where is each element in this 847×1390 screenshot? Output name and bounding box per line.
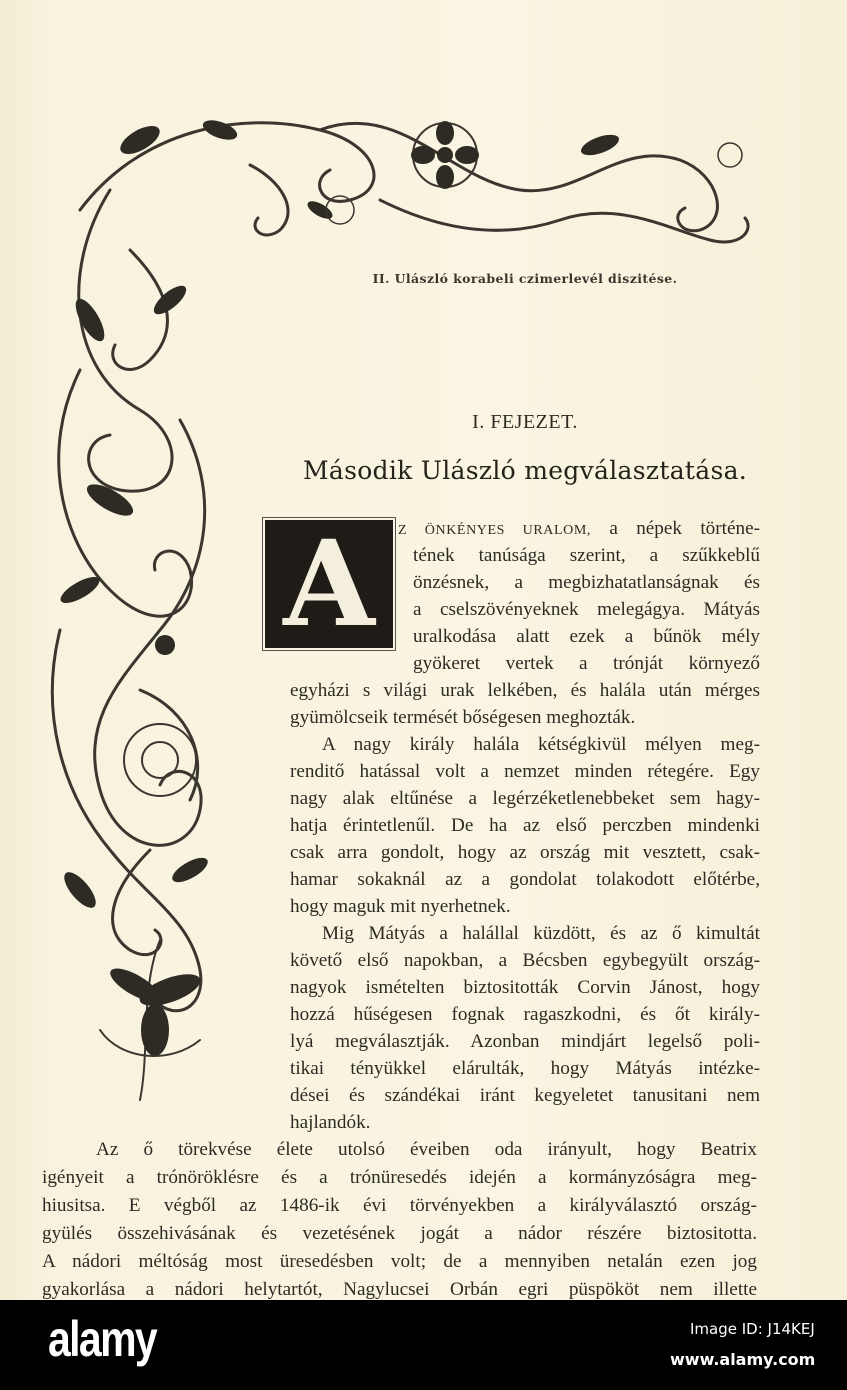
text-line: A nádori méltóság most üresedésben volt; de a mennyiben netalán ezen jog — [42, 1251, 757, 1272]
text-line: hiusitsa. E végből az 1486-ik évi törvényekben a királyválasztó ország- — [42, 1195, 757, 1216]
text-line: tének tanúsága szerint, a szűkkeblű — [413, 545, 760, 566]
text-line: hogy maguk mit nyerhetnek. — [290, 896, 511, 917]
text-line: a cselszövényeknek melegágya. Mátyás — [413, 599, 760, 620]
watermark-footer — [0, 1300, 847, 1390]
text-line: csak arra gondolt, hogy az ország mit vesztett, csak- — [290, 842, 760, 863]
text-span: a népek történe- — [591, 518, 760, 539]
text-line: lyá megválasztják. Azonban mindjárt legelső poli- — [290, 1031, 760, 1052]
image-id: Image ID: J14KEJ — [690, 1320, 815, 1338]
site-url: www.alamy.com — [670, 1350, 816, 1369]
text-line: gyülés összehivásának és vezetésének jogát a nádor részére biztositotta. — [42, 1223, 757, 1244]
chapter-title: Második Ulászló megválasztatása. — [302, 456, 748, 485]
text-line: egyházi s világi urak lelkében, és halála után mérges — [290, 680, 760, 701]
text-line: gyökeret vertek a trónját környező — [413, 653, 760, 674]
text-line: tikai tényükkel elárulták, hogy Mátyás intézke- — [290, 1058, 760, 1079]
body-text-full-width — [42, 1136, 757, 1304]
text-line: Az ő törekvése élete utolsó éveiben oda irányult, hogy Beatrix — [96, 1139, 757, 1160]
body-text-column — [290, 677, 760, 1136]
drop-cap-initial — [265, 514, 393, 653]
text-line: gyakorlása a nádori helytartót, Nagylucsei Orbán egri püspököt nem illette — [42, 1279, 757, 1300]
text-line: A nagy király halála kétségkivül mélyen meg- — [322, 734, 760, 755]
text-line: követő első napokban, a Bécsben egybegyült ország- — [290, 950, 760, 971]
text-line: hozzá hűségesen fognak ragaszkodni, és őt király- — [290, 1004, 760, 1025]
alamy-logo: alamy — [48, 1311, 157, 1367]
drop-cap-letter: A — [283, 514, 375, 653]
small-caps-lead: Z ÖNKÉNYES URALOM, — [398, 523, 592, 538]
text-line: nagy alak eltűnése a legérzéketlenebbeket sem hagy- — [290, 788, 760, 809]
text-line: igényeit a trónöröklésre és a trónüresedés idején a kormányzóságra meg- — [42, 1167, 757, 1188]
chapter-number: I. FEJEZET. — [472, 411, 578, 433]
text-line: nagyok ismételten biztositották Corvin Jánost, hogy — [290, 977, 760, 998]
text-line: renditő hatással volt a nemzet minden rétegére. Egy — [290, 761, 760, 782]
text-line: hamar sokaknál az a gondolat tolakodott előtérbe, — [290, 869, 760, 890]
paragraph-opening — [398, 515, 760, 677]
text-line: Mig Mátyás a halállal küzdött, és az ő kimultát — [322, 923, 760, 944]
text-line — [398, 515, 760, 542]
illustration-caption: II. Ulászló korabeli czimerlevél diszitése. — [372, 271, 678, 286]
text-line: önzésnek, a megbizhatatlanságnak és — [413, 572, 760, 593]
text-line: hajlandók. — [290, 1112, 371, 1133]
text-line: gyümölcseik termését bőségesen meghozták. — [290, 707, 636, 728]
text-line: dései és szándékai iránt kegyeletet tanusitani nem — [290, 1085, 760, 1106]
text-line: hatja érintetlenűl. De ha az első perczben mindenki — [290, 815, 760, 836]
text-line: uralkodása alatt ezek a bűnök mély — [413, 626, 760, 647]
